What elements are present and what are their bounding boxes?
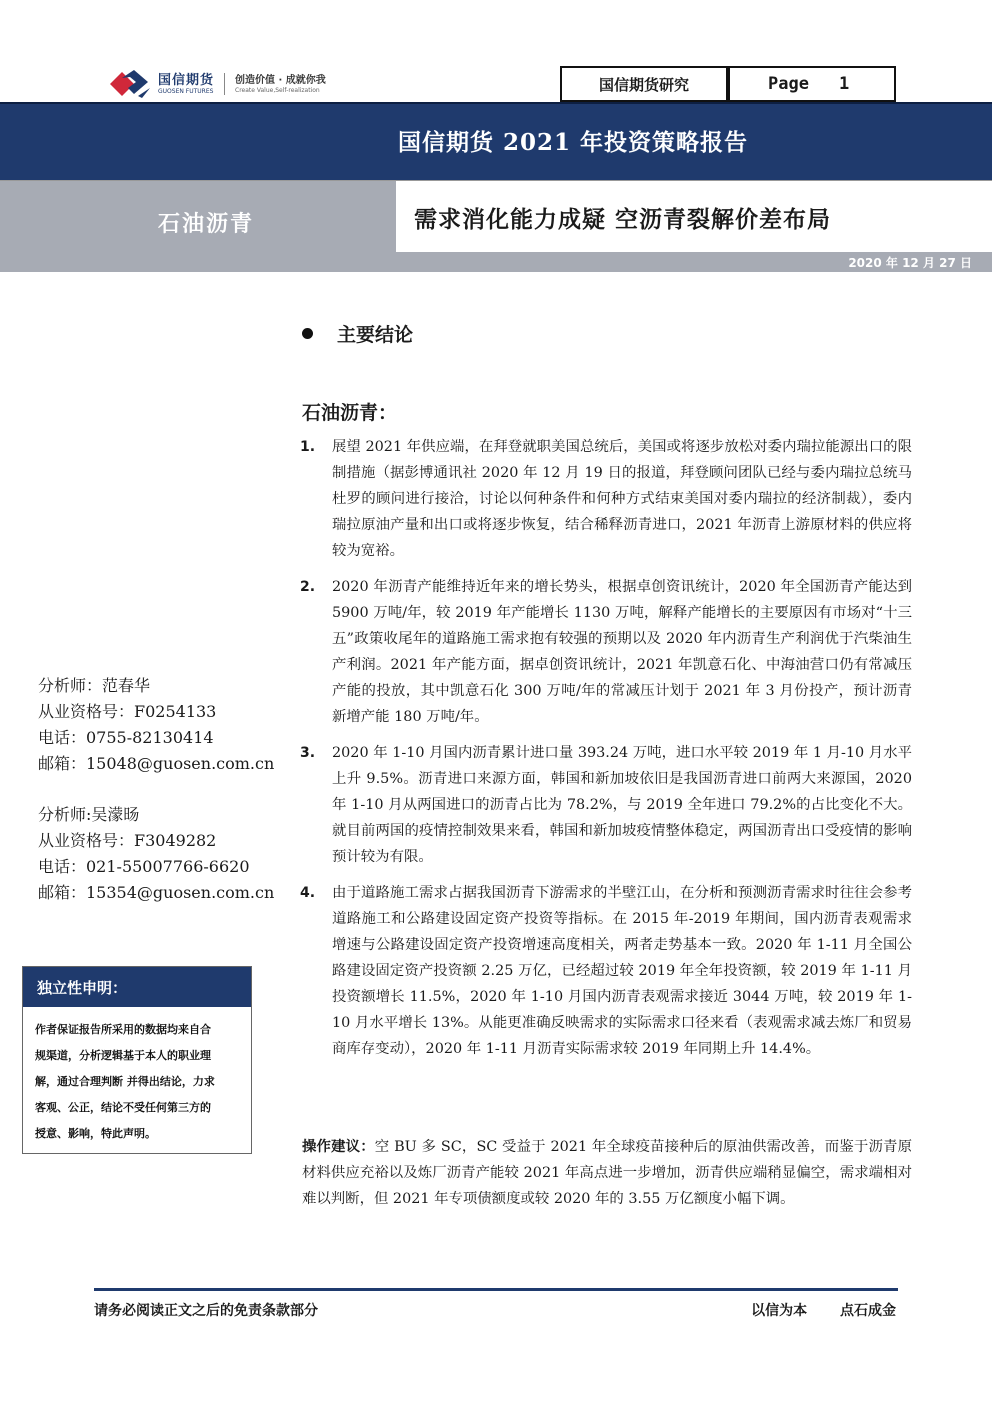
subtitle-bar	[0, 180, 992, 262]
analyst-card-1	[38, 673, 274, 777]
independence-title: 独立性申明：	[23, 967, 251, 1007]
independence-line: 作者保证报告所采用的数据均来自合	[35, 1023, 211, 1036]
list-item	[300, 574, 912, 730]
operation-suggestion	[302, 1134, 912, 1212]
independence-line: 解，通过合理判断 并得出结论，力求	[35, 1075, 215, 1088]
list-item-number: 2.	[300, 579, 316, 595]
analyst-license: 从业资格号：F0254133	[38, 702, 217, 721]
list-item	[300, 434, 912, 564]
analyst-email: 邮箱：15354@guosen.com.cn	[38, 883, 275, 902]
report-date: 2020 年 12 月 27 日	[848, 256, 972, 270]
slogan-cn: 创造价值 · 成就你我	[235, 74, 326, 86]
list-item-text: 由于道路施工需求占据我国沥青下游需求的半壁江山，在分析和预测沥青需求时往往会参考道路施工和公路建设固定资产投资等指标。在 2015 年-2019 年期间，国内沥青表观需求增速与公路建设固定资产投资增速高度相关，两者走势基本一致。2020 年 1-11 月全国公路建设固定资产投资额 2.25 万亿，已经超过较 2019 年全年投资额，较 2019 年 1-11 月投资额增长 11.5%，2020 年 1-10 月国内沥青表观需求接近 3044 万吨，较 2019 年 1-10 月水平增长 13%。从能更准确反映需求的实际需求口径来看（表观需求减去炼厂和贸易商库存变动），2020 年 1-11 月沥青实际需求较 2019 年同期上升 14.4%。	[332, 885, 912, 1057]
footer-divider	[94, 1288, 898, 1291]
conclusion-title: 主要结论	[337, 324, 414, 346]
suggestion-text: 空 BU 多 SC，SC 受益于 2021 年全球疫苗接种后的原油供需改善，而鉴于沥青原材料供应充裕以及炼厂沥青产能较 2021 年高点进一步增加，沥青供应端稍显偏空，需求端相对难以判断，但 2021 年专项债额度或较 2020 年的 3.55 万亿额度小幅下调。	[302, 1139, 912, 1207]
logo-cn-text: 国信期货	[158, 72, 215, 88]
report-headline: 需求消化能力成疑 空沥青裂解价差布局	[414, 206, 832, 233]
slogan-en: Create Value,Self-realization	[235, 86, 320, 94]
page-number: 1	[838, 74, 850, 94]
independence-body	[23, 1007, 251, 1147]
category-panel	[0, 181, 396, 261]
section-title: 石油沥青：	[302, 402, 398, 424]
logo-divider	[224, 73, 225, 95]
analyst-phone: 电话：0755-82130414	[38, 728, 214, 747]
research-label: 国信期货研究	[598, 75, 689, 94]
analyst-license: 从业资格号：F3049282	[38, 831, 217, 850]
analyst-name: 分析师：范春华	[38, 676, 151, 695]
page-indicator-box	[728, 66, 896, 102]
company-logo	[108, 68, 326, 100]
list-item-text: 展望 2021 年供应端，在拜登就职美国总统后，美国或将逐步放松对委内瑞拉能源出口的限制措施（据彭博通讯社 2020 年 12 月 19 日的报道，拜登顾问团队已经与委内瑞拉总统马杜罗的顾问进行接洽，讨论以何种条件和何种方式结束美国对委内瑞拉的经济制裁），委内瑞拉原油产量和出口或将逐步恢复，结合稀释沥青进口，2021 年沥青上游原材料的供应将较为宽裕。	[332, 439, 912, 559]
independence-line: 客观、公正，结论不受任何第三方的	[35, 1101, 211, 1114]
report-title: 国信期货 2021 年投资策略报告	[398, 129, 749, 156]
analyst-email: 邮箱：15048@guosen.com.cn	[38, 754, 275, 773]
list-item	[300, 880, 912, 1062]
independence-line: 授意、影响，特此声明。	[35, 1127, 156, 1140]
independence-statement-box	[22, 966, 252, 1154]
list-item-text: 2020 年沥青产能维持近年来的增长势头，根据卓创资讯统计，2020 年全国沥青产能达到 5900 万吨/年，较 2019 年产能增长 1130 万吨，解释产能增长的主要原因有市场对“十三五”政策收尾年的道路施工需求抱有较强的预期以及 2020 年内沥青生产利润优于汽柴油生产利润。2021 年产能方面，据卓创资讯统计，2021 年凯意石化、中海油营口仍有常减压产能的投放，其中凯意石化 300 万吨/年的常减压计划于 2021 年 3 月份投产，预计沥青新增产能 180 万吨/年。	[332, 579, 912, 725]
research-label-box	[560, 66, 728, 102]
independence-line: 规渠道，分析逻辑基于本人的职业理	[35, 1049, 211, 1062]
list-item-text: 2020 年 1-10 月国内沥青累计进口量 393.24 万吨，进口水平较 2019 年 1 月-10 月水平上升 9.5%。沥青进口来源方面，韩国和新加坡依旧是我国沥青进口前两大来源国，2020 年 1-10 月从两国进口的沥青占比为 78.2%，与 2019 全年进口 79.2%的占比变化不大。就目前两国的疫情控制效果来看，韩国和新加坡疫情整体稳定，两国沥青出口受疫情的影响预计较为有限。	[332, 745, 912, 865]
list-item-number: 1.	[300, 439, 316, 455]
analyst-card-2	[38, 802, 274, 906]
bullet-icon	[302, 328, 313, 339]
list-item-number: 3.	[300, 745, 316, 761]
analyst-phone: 电话：021-55007766-6620	[38, 857, 250, 876]
analyst-name: 分析师:吴濛旸	[38, 805, 140, 824]
title-banner	[0, 102, 992, 180]
list-item	[300, 740, 912, 870]
category-title: 石油沥青	[158, 211, 255, 237]
disclaimer-notice: 请务必阅读正文之后的免责条款部分	[94, 1303, 318, 1319]
conclusion-list	[300, 434, 912, 1072]
date-bar	[0, 252, 992, 272]
suggestion-label: 操作建议：	[302, 1138, 375, 1155]
footer-motto: 以信为本 点石成金	[751, 1303, 896, 1319]
main-conclusion-heading	[302, 320, 413, 347]
page-label: Page	[768, 74, 809, 94]
logo-en-text: GUOSEN FUTURES	[158, 87, 214, 95]
list-item-number: 4.	[300, 885, 316, 901]
guosen-logo-icon	[108, 68, 154, 100]
